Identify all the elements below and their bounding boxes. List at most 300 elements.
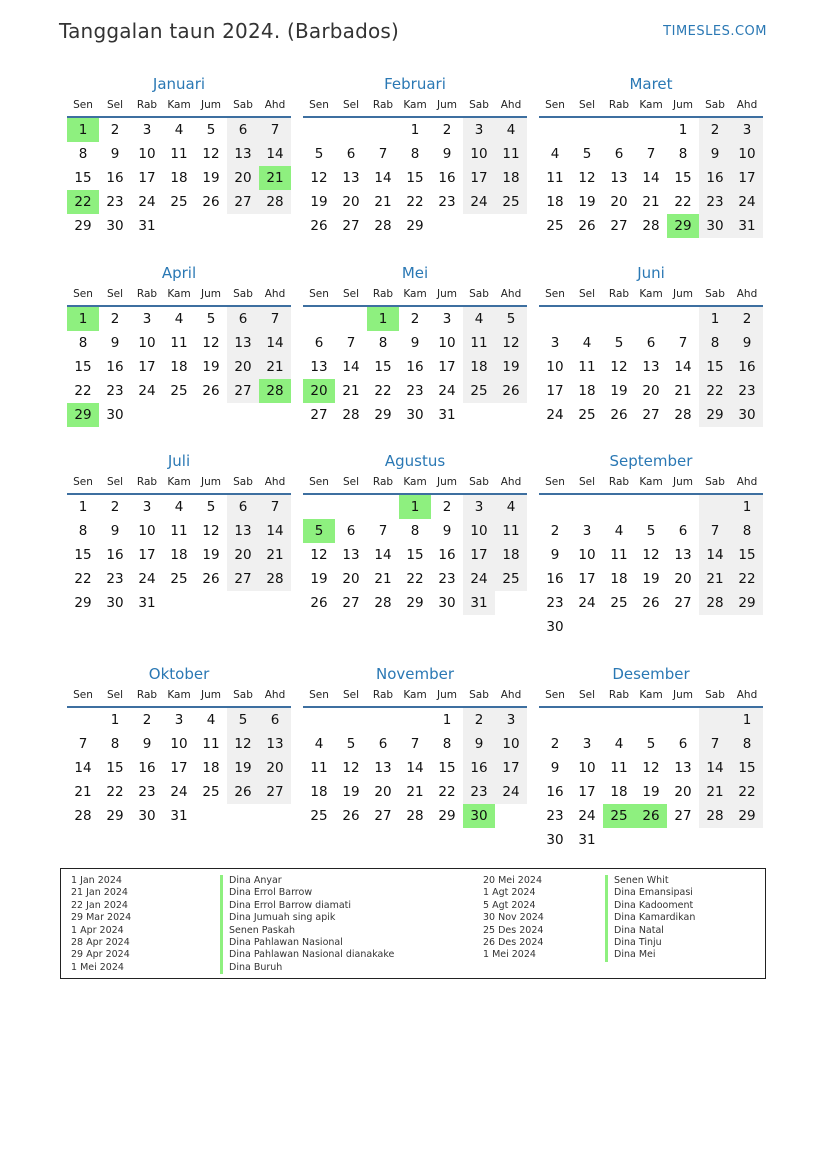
date-cell: 12: [310, 170, 328, 186]
date-cell: 2: [731, 307, 763, 331]
date-cell: 10: [170, 736, 188, 752]
date-cell: 26: [202, 194, 220, 210]
date-cell: 18: [495, 543, 527, 567]
date-cell: 8: [110, 736, 120, 752]
date-cell: 22: [731, 567, 763, 591]
weekday-label: Sel: [106, 99, 124, 111]
date-cell: 12: [578, 170, 596, 186]
holiday-date-cell: 1: [67, 307, 99, 331]
date-cell: 7: [699, 519, 731, 543]
date-cell: 7: [259, 118, 291, 142]
date-cell: 31: [578, 832, 596, 848]
holiday-date-cell: 26: [635, 804, 667, 828]
week-row: [67, 142, 291, 166]
date-cell: 20: [610, 194, 628, 210]
date-cell: 17: [438, 359, 456, 375]
week-row: [539, 708, 763, 732]
date-cell: 19: [202, 170, 220, 186]
date-cell: 25: [170, 383, 188, 399]
date-cell: 5: [206, 122, 216, 138]
date-cell: 10: [138, 335, 156, 351]
week-row: [539, 166, 763, 190]
date-cell: 10: [438, 335, 456, 351]
date-cell: 2: [110, 122, 120, 138]
date-cell: 19: [202, 359, 220, 375]
weekday-label: Sel: [342, 476, 360, 488]
date-cell: 27: [342, 218, 360, 234]
date-cell: 10: [546, 359, 564, 375]
date-cell: 25: [495, 567, 527, 591]
date-cell: 9: [731, 331, 763, 355]
empty-cell: [539, 307, 571, 331]
date-cell: 23: [546, 808, 564, 824]
date-cell: 9: [410, 335, 420, 351]
date-cell: 8: [410, 523, 420, 539]
date-cell: 3: [142, 499, 152, 515]
date-cell: 1: [731, 708, 763, 732]
date-cell: 7: [678, 335, 688, 351]
date-cell: 24: [138, 194, 156, 210]
weekday-label: Sen: [73, 689, 93, 701]
date-cell: 28: [674, 407, 692, 423]
date-cell: 17: [546, 383, 564, 399]
date-cell: 8: [442, 736, 452, 752]
weekday-label: Kam: [167, 476, 191, 488]
date-cell: 2: [110, 311, 120, 327]
holiday-date-cell: 22: [67, 190, 99, 214]
date-cell: 15: [106, 760, 124, 776]
empty-cell: [463, 403, 495, 427]
date-cell: 2: [442, 122, 452, 138]
date-cell: 12: [495, 331, 527, 355]
date-cell: 26: [202, 571, 220, 587]
legend-names-col-2: [605, 875, 695, 962]
legend-holiday-name: Dina Pahlawan Nasional: [220, 937, 394, 949]
holiday-date-cell: 29: [667, 214, 699, 238]
week-row: [539, 591, 763, 615]
date-cell: 17: [463, 543, 495, 567]
date-cell: 10: [578, 547, 596, 563]
date-cell: 30: [106, 218, 124, 234]
weekday-label: Kam: [403, 689, 427, 701]
date-cell: 22: [438, 784, 456, 800]
date-cell: 23: [106, 194, 124, 210]
week-row: [303, 495, 527, 519]
date-cell: 11: [546, 170, 564, 186]
date-cell: 6: [614, 146, 624, 162]
date-cell: 2: [463, 708, 495, 732]
holiday-date-cell: 1: [67, 118, 99, 142]
date-cell: 23: [699, 190, 731, 214]
date-cell: 18: [610, 784, 628, 800]
date-cell: 13: [610, 170, 628, 186]
date-cell: 15: [74, 170, 92, 186]
weekday-label: Jum: [437, 99, 457, 111]
date-cell: 3: [582, 523, 592, 539]
weekday-label: Ahd: [736, 689, 758, 701]
week-row: [303, 756, 527, 780]
weekday-label: Sab: [469, 689, 489, 701]
date-cell: 28: [74, 808, 92, 824]
empty-cell: [195, 804, 227, 828]
date-cell: 28: [374, 595, 392, 611]
date-cell: 13: [642, 359, 660, 375]
empty-cell: [635, 708, 667, 732]
date-cell: 16: [106, 170, 124, 186]
weekday-label: Rab: [372, 288, 394, 300]
holiday-date-cell: 30: [463, 804, 495, 828]
date-cell: 7: [410, 736, 420, 752]
empty-cell: [635, 828, 667, 852]
empty-cell: [603, 828, 635, 852]
legend-dates-col-1: [71, 875, 131, 974]
weekday-label: Ahd: [736, 476, 758, 488]
week-row: [303, 307, 527, 331]
week-row: [539, 519, 763, 543]
weekday-header: [67, 284, 291, 304]
date-cell: 11: [578, 359, 596, 375]
date-cell: 28: [699, 591, 731, 615]
holiday-date-cell: 5: [303, 519, 335, 543]
date-cell: 16: [699, 166, 731, 190]
empty-cell: [667, 495, 699, 519]
brand-link[interactable]: TIMESLES.COM: [663, 24, 767, 39]
date-cell: 14: [699, 543, 731, 567]
date-cell: 30: [699, 214, 731, 238]
date-cell: 21: [699, 567, 731, 591]
date-cell: 26: [578, 218, 596, 234]
legend-holiday-name: Dina Mei: [605, 949, 695, 961]
week-row: [539, 780, 763, 804]
month-title: Februari: [384, 75, 446, 93]
date-cell: 13: [310, 359, 328, 375]
empty-cell: [731, 615, 763, 639]
date-cell: 28: [406, 808, 424, 824]
weekday-label: Ahd: [264, 99, 286, 111]
date-cell: 19: [342, 784, 360, 800]
date-cell: 3: [582, 736, 592, 752]
weekday-label: Ahd: [264, 288, 286, 300]
legend-date: 28 Apr 2024: [71, 936, 130, 948]
week-row: [539, 214, 763, 238]
week-row: [539, 732, 763, 756]
date-cell: 27: [374, 808, 392, 824]
week-row: [303, 804, 527, 828]
date-cell: 10: [463, 519, 495, 543]
date-cell: 30: [106, 407, 124, 423]
date-cell: 29: [731, 591, 763, 615]
weekday-label: Ahd: [500, 288, 522, 300]
date-cell: 20: [374, 784, 392, 800]
date-cell: 12: [642, 760, 660, 776]
week-row: [67, 307, 291, 331]
weekday-label: Kam: [639, 689, 663, 701]
weekday-label: Sab: [233, 476, 253, 488]
empty-cell: [667, 708, 699, 732]
empty-cell: [367, 708, 399, 732]
month-februari: [303, 73, 527, 238]
empty-cell: [571, 307, 603, 331]
week-row: [67, 780, 291, 804]
month-desember: [539, 663, 763, 852]
legend-date: 21 Jan 2024: [71, 887, 128, 899]
date-cell: 1: [731, 495, 763, 519]
date-cell: 15: [699, 355, 731, 379]
date-cell: 11: [202, 736, 220, 752]
month-september: [539, 450, 763, 639]
date-cell: 23: [406, 383, 424, 399]
weekday-label: Sen: [309, 476, 329, 488]
holiday-date-cell: 1: [367, 307, 399, 331]
date-cell: 30: [138, 808, 156, 824]
week-row: [303, 780, 527, 804]
empty-cell: [571, 708, 603, 732]
date-cell: 16: [438, 547, 456, 563]
date-cell: 12: [202, 335, 220, 351]
legend-date: 29 Apr 2024: [71, 949, 130, 961]
date-cell: 16: [138, 760, 156, 776]
date-cell: 24: [578, 808, 596, 824]
date-cell: 17: [138, 359, 156, 375]
date-cell: 22: [731, 780, 763, 804]
empty-cell: [227, 403, 259, 427]
month-agustus: [303, 450, 527, 615]
empty-cell: [539, 708, 571, 732]
week-row: [67, 708, 291, 732]
date-cell: 9: [110, 146, 120, 162]
week-row: [303, 591, 527, 615]
date-cell: 7: [378, 523, 388, 539]
date-cell: 16: [463, 756, 495, 780]
date-cell: 25: [578, 407, 596, 423]
date-cell: 4: [550, 146, 560, 162]
weekday-label: Ahd: [264, 476, 286, 488]
empty-cell: [571, 615, 603, 639]
date-cell: 3: [442, 311, 452, 327]
empty-cell: [699, 708, 731, 732]
empty-cell: [163, 214, 195, 238]
holiday-date-cell: 25: [603, 804, 635, 828]
date-cell: 2: [110, 499, 120, 515]
legend-holiday-name: Dina Jumuah sing apik: [220, 912, 394, 924]
legend-dates-col-2: [483, 875, 544, 962]
weekday-label: Sel: [342, 689, 360, 701]
legend-date: 25 Des 2024: [483, 924, 544, 936]
date-cell: 13: [342, 547, 360, 563]
week-row: [303, 403, 527, 427]
date-cell: 3: [731, 118, 763, 142]
weekday-label: Rab: [136, 99, 158, 111]
date-cell: 28: [642, 218, 660, 234]
date-cell: 31: [463, 591, 495, 615]
date-cell: 13: [342, 170, 360, 186]
date-cell: 19: [642, 784, 660, 800]
date-cell: 25: [310, 808, 328, 824]
legend-date: 1 Mei 2024: [483, 949, 536, 961]
week-row: [67, 355, 291, 379]
week-row: [67, 403, 291, 427]
date-cell: 25: [170, 571, 188, 587]
weekday-label: Sab: [705, 288, 725, 300]
weekday-label: Sel: [342, 99, 360, 111]
empty-cell: [335, 708, 367, 732]
weekday-label: Jum: [201, 288, 221, 300]
date-cell: 8: [78, 146, 88, 162]
date-cell: 9: [442, 523, 452, 539]
date-cell: 27: [642, 407, 660, 423]
weekday-header: [539, 95, 763, 115]
date-cell: 21: [374, 571, 392, 587]
date-cell: 3: [550, 335, 560, 351]
date-cell: 7: [646, 146, 656, 162]
date-cell: 8: [410, 146, 420, 162]
date-cell: 30: [546, 619, 564, 635]
date-cell: 22: [674, 194, 692, 210]
date-cell: 24: [495, 780, 527, 804]
weekday-label: Sab: [705, 476, 725, 488]
week-row: [539, 379, 763, 403]
date-cell: 12: [227, 732, 259, 756]
date-cell: 18: [202, 760, 220, 776]
date-cell: 27: [674, 808, 692, 824]
date-cell: 15: [74, 359, 92, 375]
date-cell: 26: [202, 383, 220, 399]
date-cell: 6: [314, 335, 324, 351]
date-cell: 16: [106, 359, 124, 375]
empty-cell: [303, 708, 335, 732]
date-cell: 5: [227, 708, 259, 732]
date-cell: 9: [550, 547, 560, 563]
empty-cell: [131, 403, 163, 427]
date-cell: 15: [731, 756, 763, 780]
date-cell: 14: [259, 142, 291, 166]
date-cell: 5: [646, 736, 656, 752]
date-cell: 12: [610, 359, 628, 375]
date-cell: 24: [438, 383, 456, 399]
date-cell: 18: [310, 784, 328, 800]
empty-cell: [195, 214, 227, 238]
date-cell: 14: [259, 519, 291, 543]
date-cell: 11: [170, 146, 188, 162]
empty-cell: [303, 495, 335, 519]
date-cell: 1: [699, 307, 731, 331]
month-oktober: [67, 663, 291, 828]
date-cell: 13: [674, 547, 692, 563]
date-cell: 30: [406, 407, 424, 423]
month-title: Januari: [152, 75, 206, 93]
date-cell: 16: [546, 571, 564, 587]
date-cell: 14: [374, 170, 392, 186]
empty-cell: [303, 307, 335, 331]
weekday-header: [67, 472, 291, 492]
date-cell: 20: [227, 166, 259, 190]
date-cell: 2: [550, 523, 560, 539]
date-cell: 31: [731, 214, 763, 238]
date-cell: 1: [410, 122, 420, 138]
date-cell: 22: [406, 194, 424, 210]
week-row: [539, 331, 763, 355]
date-cell: 21: [406, 784, 424, 800]
date-cell: 14: [674, 359, 692, 375]
month-title: Desember: [612, 665, 690, 683]
empty-cell: [603, 118, 635, 142]
empty-cell: [635, 615, 667, 639]
date-cell: 23: [438, 194, 456, 210]
week-row: [303, 708, 527, 732]
week-row: [67, 732, 291, 756]
legend-holiday-name: Senen Paskah: [220, 925, 394, 937]
empty-cell: [431, 214, 463, 238]
holiday-date-cell: 21: [259, 166, 291, 190]
legend-holiday-name: Dina Errol Barrow diamati: [220, 900, 394, 912]
holiday-legend: [60, 868, 766, 979]
date-cell: 20: [674, 571, 692, 587]
empty-cell: [571, 495, 603, 519]
date-cell: 15: [406, 547, 424, 563]
date-cell: 23: [106, 383, 124, 399]
weekday-label: Jum: [437, 476, 457, 488]
date-cell: 4: [582, 335, 592, 351]
date-cell: 3: [495, 708, 527, 732]
empty-cell: [571, 118, 603, 142]
date-cell: 6: [227, 118, 259, 142]
date-cell: 17: [578, 571, 596, 587]
empty-cell: [731, 828, 763, 852]
empty-cell: [635, 118, 667, 142]
weekday-label: Jum: [437, 689, 457, 701]
date-cell: 25: [495, 190, 527, 214]
date-cell: 18: [578, 383, 596, 399]
date-cell: 31: [438, 407, 456, 423]
empty-cell: [603, 307, 635, 331]
empty-cell: [495, 214, 527, 238]
holiday-date-cell: 20: [303, 379, 335, 403]
weekday-label: Kam: [403, 99, 427, 111]
weekday-label: Sab: [233, 689, 253, 701]
date-cell: 24: [138, 571, 156, 587]
date-cell: 6: [678, 736, 688, 752]
week-row: [67, 190, 291, 214]
date-cell: 13: [227, 519, 259, 543]
legend-holiday-name: Dina Natal: [605, 925, 695, 937]
date-cell: 8: [678, 146, 688, 162]
weekday-label: Jum: [201, 476, 221, 488]
legend-date: 20 Mei 2024: [483, 875, 542, 886]
date-cell: 10: [138, 146, 156, 162]
date-cell: 27: [227, 567, 259, 591]
weekday-label: Sen: [73, 99, 93, 111]
date-cell: 23: [106, 571, 124, 587]
week-row: [67, 495, 291, 519]
legend-holiday-name: Senen Whit: [605, 875, 695, 887]
date-cell: 28: [342, 407, 360, 423]
empty-cell: [463, 214, 495, 238]
weekday-label: Sel: [578, 689, 596, 701]
week-row: [67, 567, 291, 591]
date-cell: 16: [106, 547, 124, 563]
date-cell: 12: [342, 760, 360, 776]
date-cell: 4: [495, 118, 527, 142]
date-cell: 1: [110, 712, 120, 728]
weekday-header: [303, 95, 527, 115]
week-row: [539, 828, 763, 852]
weekday-label: Sel: [106, 689, 124, 701]
date-cell: 8: [731, 519, 763, 543]
weekday-label: Ahd: [264, 689, 286, 701]
date-cell: 3: [142, 122, 152, 138]
date-cell: 13: [227, 331, 259, 355]
date-cell: 22: [374, 383, 392, 399]
